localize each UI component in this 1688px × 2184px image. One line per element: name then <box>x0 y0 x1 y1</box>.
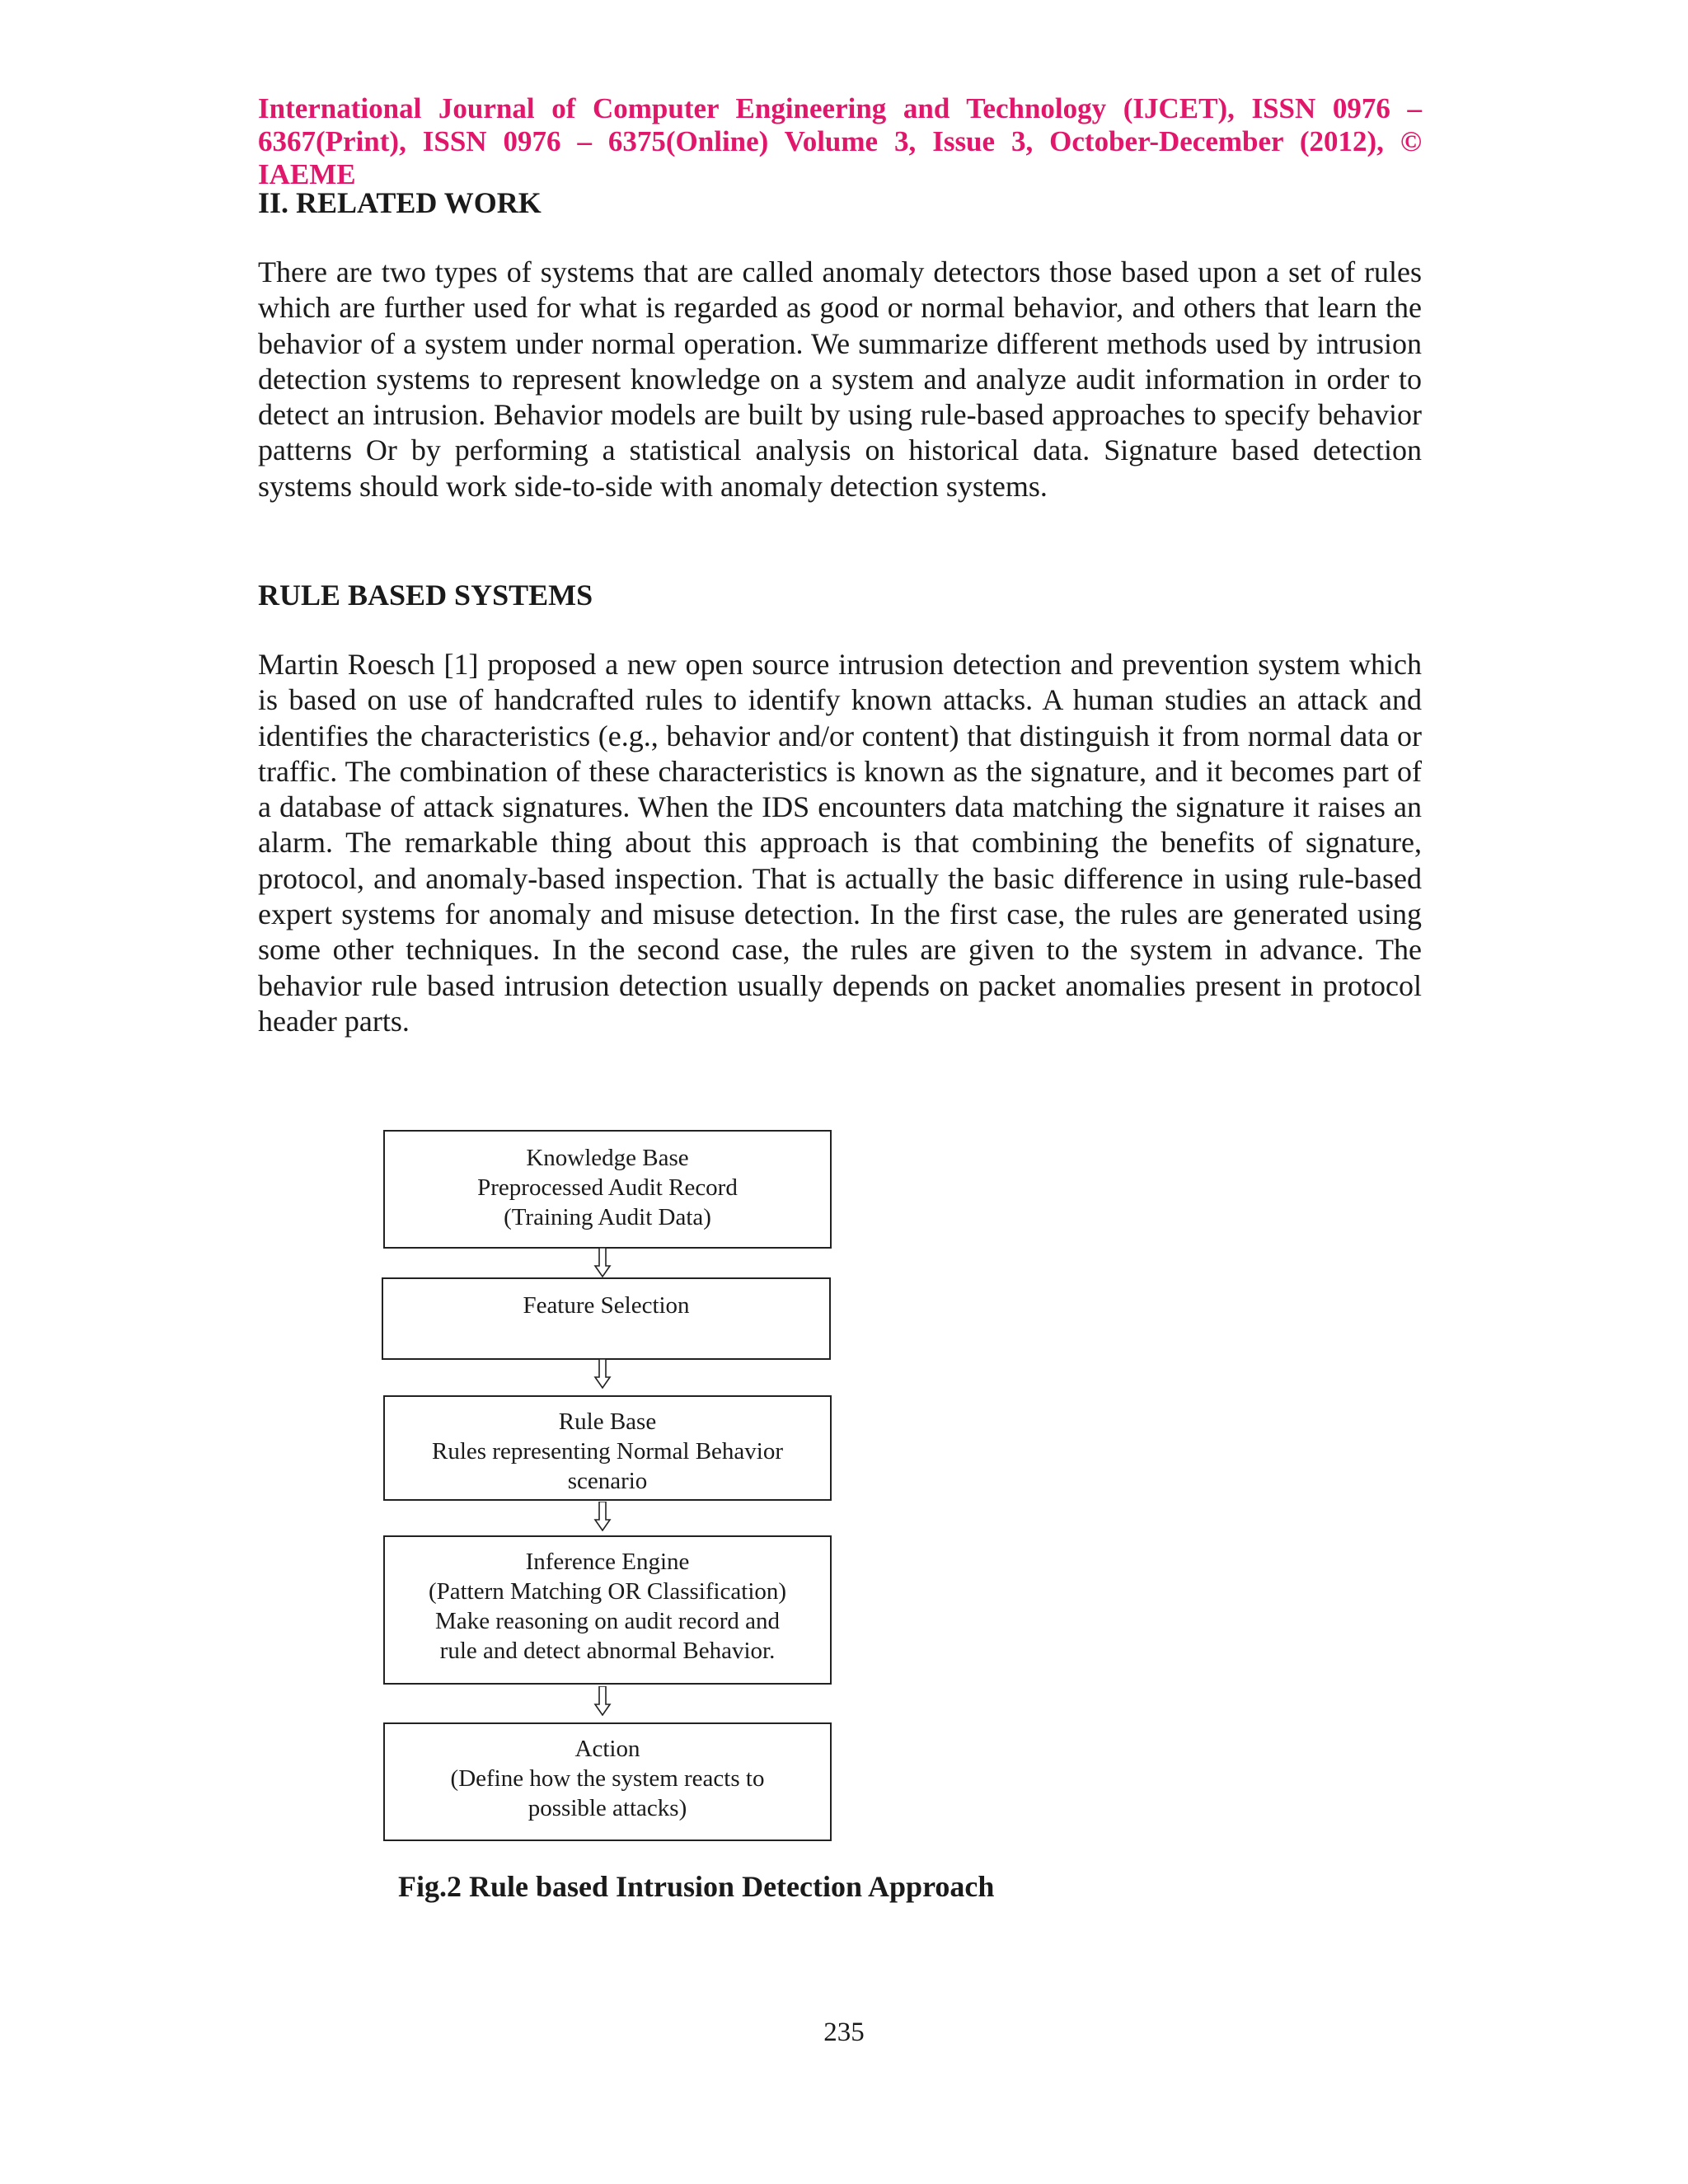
inference-engine-title: Inference Engine <box>525 1549 690 1575</box>
rule-base-line-2: Rules representing Normal Behavior <box>431 1438 784 1465</box>
feature-selection-title: Feature Selection <box>523 1292 690 1319</box>
action-box <box>383 1722 832 1841</box>
journal-header: International Journal of Computer Engineering and Technology (IJCET), ISSN 0976 – 6367(Print), ISSN 0976 – 6375(Online) Volume 3, Issue 3, October-December (2012), © IAEME <box>258 92 1422 190</box>
knowledge-base-line-2: Preprocessed Audit Record <box>477 1174 738 1201</box>
knowledge-base-box <box>383 1130 832 1249</box>
related-work-paragraph: There are two types of systems that are called anomaly detectors those based upon a set of rules which are further used for what is regarded as good or normal behavior, and others that learn the behavior of a system under normal operation. We summarize different methods used by intrusion detection systems to represent knowledge on a system and analyze audit information in order to detect an intrusion. Behavior models are built by using rule-based approaches to specify behavior patterns Or by performing a statistical analysis on historical data. Signature based detection systems should work side-to-side with anomaly detection systems. <box>258 255 1422 503</box>
page-number: 235 <box>823 2018 865 2047</box>
inference-engine-line-2: (Pattern Matching OR Classification) <box>428 1578 787 1605</box>
inference-engine-line-3: Make reasoning on audit record and <box>435 1608 780 1634</box>
knowledge-base-title: Knowledge Base <box>526 1145 689 1171</box>
inference-engine-line-4: rule and detect abnormal Behavior. <box>439 1638 776 1664</box>
down-arrow-icon <box>593 1248 612 1277</box>
related-work-heading: II. RELATED WORK <box>258 186 542 219</box>
down-arrow-icon <box>593 1502 612 1531</box>
figure-caption: Fig.2 Rule based Intrusion Detection Approach <box>398 1870 995 1903</box>
rule-based-heading: RULE BASED SYSTEMS <box>258 579 593 612</box>
rule-base-line-3: scenario <box>567 1468 648 1494</box>
knowledge-base-line-3: (Training Audit Data) <box>504 1204 711 1230</box>
feature-selection-box <box>382 1277 831 1360</box>
inference-engine-box <box>383 1535 832 1685</box>
rule-base-title: Rule Base <box>558 1408 657 1435</box>
action-title: Action <box>574 1736 640 1762</box>
action-line-2: (Define how the system reacts to <box>450 1765 765 1792</box>
action-line-3: possible attacks) <box>528 1795 687 1821</box>
down-arrow-icon <box>593 1686 612 1716</box>
rule-base-box <box>383 1395 832 1501</box>
rule-based-paragraph: Martin Roesch [1] proposed a new open source intrusion detection and prevention system which is based on use of handcrafted rules to identify known attacks. A human studies an attack and identifies the characteristics (e.g., behavior and/or content) that distinguish it from normal data or traffic. The combination of these characteristics is known as the signature, and it becomes part of a database of attack signatures. When the IDS encounters data matching the signature it raises an alarm. The remarkable thing about this approach is that combining the benefits of signature, protocol, and anomaly-based inspection. That is actually the basic difference in using rule-based expert systems for anomaly and misuse detection. In the first case, the rules are generated using some other techniques. In the second case, the rules are given to the system in advance. The behavior rule based intrusion detection usually depends on packet anomalies present in protocol header parts. <box>258 648 1422 1038</box>
down-arrow-icon <box>593 1359 612 1389</box>
